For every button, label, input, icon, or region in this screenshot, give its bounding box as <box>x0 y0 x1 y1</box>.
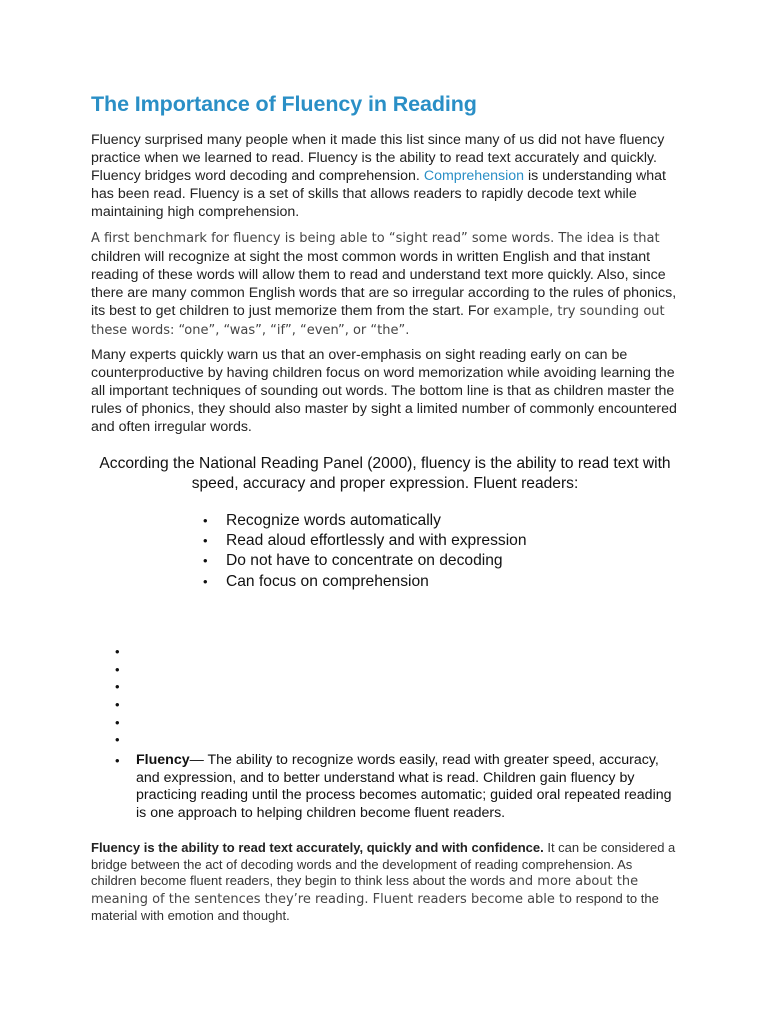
fluency-definition-text: — The ability to recognize words easily, read with greater speed, accuracy, and expression, and to better understand what is read. Children gain fluency by practicing reading until the process becomes automatic; guided oral repeated reading is one approach to helping children become fluent readers. <box>136 752 672 822</box>
comprehension-link[interactable]: Comprehension <box>423 168 525 184</box>
fluent-readers-list <box>226 511 527 592</box>
empty-bullet: • <box>115 697 120 713</box>
empty-bullet: • <box>115 714 120 730</box>
empty-bullet: • <box>115 732 120 748</box>
sight-read-body: children will recognize at sight the most common words in written English and that instant reading of these words will allow them to read and understand text more quickly. Also, since there are many common English words that are so irregular according to the rules of phonics, its best to get children to just memorize them from the start. For <box>91 249 677 319</box>
empty-bullet-list <box>115 643 120 749</box>
sight-read-example: example, try sounding out these words: “one”, “was”, “if”, “even”, or “the”. <box>91 304 665 338</box>
fluency-term: Fluency <box>136 752 190 768</box>
empty-bullet: • <box>115 644 120 659</box>
closing-text-alt: and more about the meaning of the sentences they’re reading. Fluent readers become able to <box>91 874 639 907</box>
experts-paragraph: Many experts quickly warn us that an over-emphasis on sight reading early on can be counterproductive by having children focus on word memorization while avoiding learning the all important techniques of sounding out words. The bottom line is that as children master the rules of phonics, they should also master by sight a limited number of commonly encountered and often irregular words. <box>91 347 677 435</box>
sight-read-first-line: A first benchmark for fluency is being able to “sight read” some words. The idea is that <box>91 231 660 246</box>
empty-bullet: • <box>115 661 120 677</box>
closing-text-end: respond to the material with emotion and thought. <box>91 890 659 924</box>
fluency-definition <box>136 752 676 823</box>
list-item: • Can focus on comprehension <box>226 572 527 592</box>
list-item: • Do not have to concentrate on decoding <box>226 551 527 571</box>
page-title: The Importance of Fluency in Reading <box>91 92 477 116</box>
intro-text: Fluency surprised many people when it made this list since many of us did not have fluency practice when we learned to read. Fluency is the ability to read text accurately and quickly. Fluency bridges word decoding and comprehension. <box>91 132 665 184</box>
closing-bold: Fluency is the ability to read text accurately, quickly and with confidence. <box>91 840 544 855</box>
closing-text: It can be considered a bridge between the act of decoding words and the development of reading comprehension. As children become fluent readers, they begin to think less about the words <box>91 840 676 889</box>
list-item: • Read aloud effortlessly and with expression <box>226 531 527 551</box>
list-item: • Recognize words automatically <box>226 511 527 531</box>
nrp-statement: According the National Reading Panel (2000), fluency is the ability to read text with speed, accuracy and proper expression. Fluent readers: <box>99 455 671 492</box>
intro-paragraph <box>91 131 691 221</box>
intro-text-continued: is understanding what has been read. Fluency is a set of skills that allows readers to rapidly decode text while maintaining high comprehension. <box>91 168 666 220</box>
closing-paragraph <box>91 840 681 925</box>
empty-bullet: • <box>115 679 120 695</box>
sight-read-paragraph <box>91 229 691 340</box>
